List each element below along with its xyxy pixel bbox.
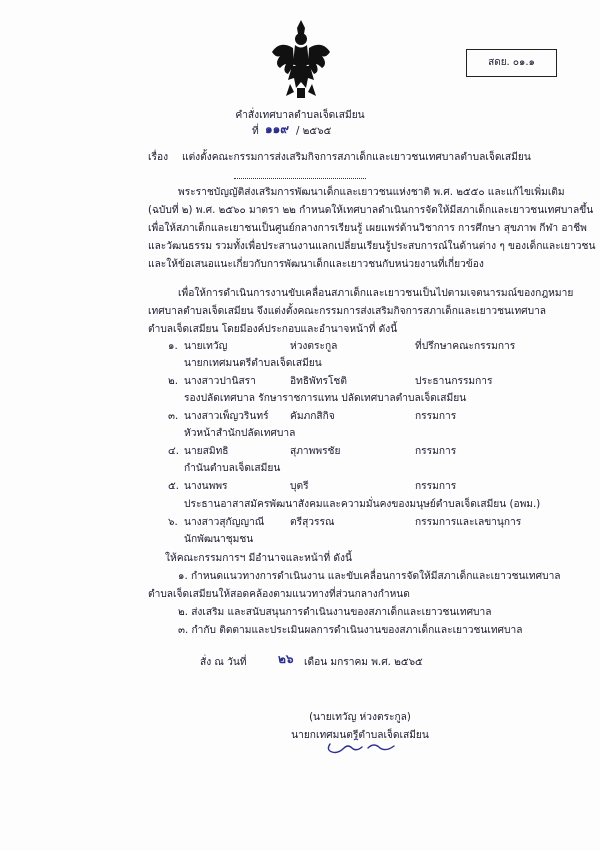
- member-2-role: ประธานกรรมการ: [415, 376, 493, 387]
- duty-item-3: ๓. กำกับ ติดตามและประเมินผลการดำเนินงานของสภาเด็กและเยาวชนเทศบาล: [178, 625, 523, 636]
- para2-line-3: ตำบลเจ็ดเสมียน โดยมีองค์ประกอบและอำนาจหน้าที่ ดังนี้: [148, 324, 398, 335]
- member-6-number: ๖.: [168, 517, 178, 528]
- order-number-year: / ๒๕๖๕: [296, 126, 332, 137]
- order-number-prefix: ที่: [252, 126, 259, 137]
- member-3-first-name: นางสาวเพ็ญวรินทร์: [184, 411, 269, 422]
- member-1-title: นายกเทศมนตรีตำบลเจ็ดเสมียน: [184, 358, 322, 369]
- member-4-first-name: นายสมิทธิ: [184, 446, 229, 457]
- member-3-last-name: คัมภกสิกิจ: [290, 411, 335, 422]
- member-5-first-name: นางนพพร: [184, 481, 228, 492]
- duty-item-2: ๒. ส่งเสริม และสนับสนุนการดำเนินงานของสภาเด็กและเยาวชนเทศบาล: [178, 607, 492, 618]
- member-4-last-name: สุภาพพรชัย: [290, 446, 341, 457]
- garuda-emblem-icon: [270, 18, 332, 100]
- member-6-role: กรรมการและเลขานุการ: [415, 517, 522, 528]
- para1-line-4: และวัฒนธรรม รวมทั้งเพื่อประสานงานแลกเปลี่ยนเรียนรู้ประสบการณ์ในด้านต่าง ๆ ของเด็กและเยาวชน: [148, 241, 596, 252]
- member-2-title: รองปลัดเทศบาล รักษาราชการแทน ปลัดเทศบาลตำบลเจ็ดเสมียน: [184, 393, 467, 404]
- para1-line-2: (ฉบับที่ ๒) พ.ศ. ๒๕๖๐ มาตรา ๒๒ กำหนดให้เทศบาลดำเนินการจัดให้มีสภาเด็กและเยาวชนเทศบาลขึ้น: [148, 205, 594, 216]
- member-3-role: กรรมการ: [415, 411, 457, 422]
- member-1-role: ที่ปรึกษาคณะกรรมการ: [415, 341, 516, 352]
- order-month-year: เดือน มกราคม พ.ศ. ๒๕๖๕: [304, 657, 423, 668]
- member-2-last-name: อิทธิพัทรโชติ: [290, 376, 347, 387]
- order-date-label: สั่ง ณ วันที่: [200, 657, 247, 668]
- header-divider: [234, 178, 366, 179]
- signer-title: นายกเทศมนตรีตำบลเจ็ดเสมียน: [291, 730, 429, 741]
- member-1-last-name: ห่วงตระกูล: [290, 341, 338, 352]
- para1-line-5: และให้ข้อเสนอแนะเกี่ยวกับการพัฒนาเด็กและเยาวชนกับหน่วยงานที่เกี่ยวข้อง: [148, 259, 484, 270]
- member-5-number: ๕.: [168, 481, 179, 492]
- member-4-role: กรรมการ: [415, 446, 457, 457]
- order-day-handwritten: ๒๖: [278, 652, 294, 666]
- para2-line-2: เทศบาลตำบลเจ็ดเสมียน จึงแต่งตั้งคณะกรรมการส่งเสริมกิจการสภาเด็กและเยาวชนเทศบาล: [148, 306, 547, 317]
- member-6-title: นักพัฒนาชุมชน: [184, 534, 254, 545]
- para1-line-1: พระราชบัญญัติส่งเสริมการพัฒนาเด็กและเยาวชนแห่งชาติ พ.ศ. ๒๕๕๐ และแก้ไขเพิ่มเติม: [178, 187, 565, 198]
- member-3-title: หัวหน้าสำนักปลัดเทศบาล: [184, 428, 296, 439]
- member-6-last-name: ตรีสุวรรณ: [290, 517, 335, 528]
- member-4-title: กำนันตำบลเจ็ดเสมียน: [184, 463, 281, 474]
- member-4-number: ๔.: [168, 446, 179, 457]
- member-1-number: ๑.: [168, 341, 178, 352]
- duty-item-1-cont: ตำบลเจ็ดเสมียนให้สอดคล้องตามแนวทางที่ส่วนกลางกำหนด: [148, 589, 410, 600]
- subject-label: เรื่อง: [148, 152, 169, 163]
- order-number-handwritten: ๑๑๙: [265, 122, 290, 136]
- member-3-number: ๓.: [168, 411, 179, 422]
- para1-line-3: เพื่อให้สภาเด็กและเยาชนเป็นศูนย์กลางการเรียนรู้ เผยแพร่ด้านวิชาการ การศึกษา สุขภาพ กีฬา อาชีพ: [148, 223, 587, 234]
- member-2-number: ๒.: [168, 376, 178, 387]
- member-5-role: กรรมการ: [415, 481, 457, 492]
- order-heading: คำสั่งเทศบาลตำบลเจ็ดเสมียน: [235, 110, 365, 121]
- duty-item-1: ๑. กำหนดแนวทางการดำเนินงาน และขับเคลื่อนการจัดให้มีสภาเด็กและเยาวชนเทศบาล: [178, 571, 561, 582]
- member-2-first-name: นางสาวปานิสรา: [184, 376, 256, 387]
- member-5-title: ประธานอาสาสมัครพัฒนาสังคมและความมั่นคงของมนุษย์ตำบลเจ็ดเสมียน (อพม.): [184, 499, 541, 510]
- duties-intro: ให้คณะกรรมการฯ มีอำนาจและหน้าที่ ดังนี้: [165, 553, 352, 564]
- para2-line-1: เพื่อให้การดำเนินการงานขับเคลื่อนสภาเด็กและเยาวชนเป็นไปตามเจตนารมณ์ของกฎหมาย: [178, 288, 574, 299]
- signer-name: (นายเทวัญ ห่วงตระกูล): [309, 712, 411, 723]
- member-1-first-name: นายเทวัญ: [184, 341, 228, 352]
- document-code-box: สดย. ๐๑.๑: [466, 49, 557, 77]
- subject-text: แต่งตั้งคณะกรรมการส่งเสริมกิจการสภาเด็กและเยาวชนเทศบาลตำบลเจ็ดเสมียน: [182, 152, 531, 163]
- member-6-first-name: นางสาวสุกัญญาณี: [184, 517, 265, 528]
- member-5-last-name: บุตรี: [290, 481, 309, 492]
